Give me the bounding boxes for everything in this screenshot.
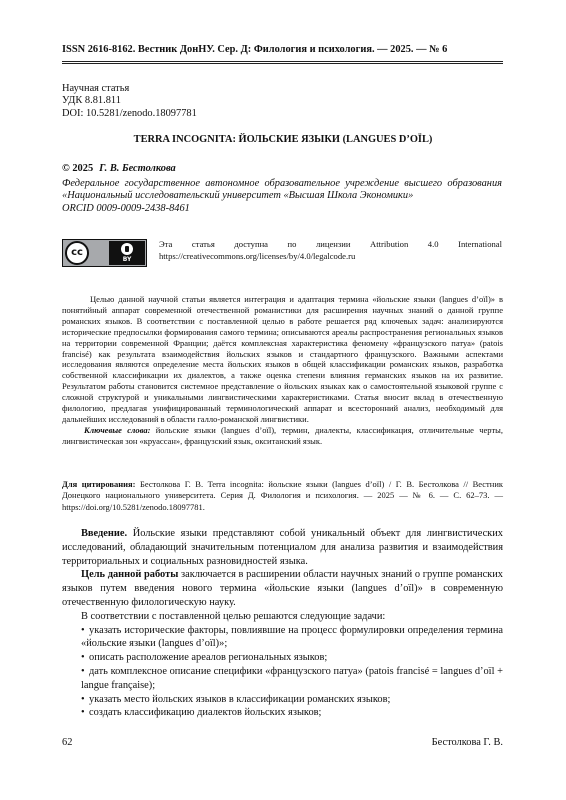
tasks-intro: В соответствии с поставленной целью решаются следующие задачи: [81,610,386,622]
task-text: дать комплексное описание специфики «французского патуа» (patois francisé = langues d’oïl + langue française); [81,665,503,691]
udk-code: УДК 8.81.811 [62,95,121,107]
affiliation-text: Федеральное государственное автономное образовательное учреждение высшего образования «Национальный исследовательский университет «Высшая Школа Экономики» [62,178,502,202]
abstract-text: Целью данной научной статьи является интеграция и адаптация термина «йольские языки (langues d’oïl)» в понятийный аппарат современной отечественной романистики для расширения научных знаний о данной группе романских языков. В соответствии с поставленной целью в работе решается ряд ключевых задач: анализируются исторические предпосылки формирования самого термина; описываются ареалы распространения региональных языков на территории современной Франции; даётся комплексная характеристика феномену «французского патуа» (patois francisé) как результата взаимодействия йольских языков и стандартного французского. Важными аспектами исследования являются определение места йольских языков в общей классификации романских языков, разработка собственной классификации их диалектов, а также оценка степени влияния германских языков на их развитие. Результатом работы становится системное представление о йольских языках как о самостоятельной языковой группе с сложной структурой и уникальными лингвистическими характеристиками. Статья вносит вклад в отечественную филологию, предлагая унифицированный терминологический аппарат и всесторонний анализ, необходимый для дальнейших исследований в области галло-романской лингвистики. [62,294,503,424]
intro-label: Введение. [81,528,128,539]
doi: DOI: 10.5281/zenodo.18097781 [62,107,197,119]
intro-text: Йольские языки представляют собой уникальный объект для лингвистических исследований, обладающий значительным потенциалом для анализа развития и взаимодействия территориальных и социальных разновидностей языка. [62,528,503,567]
journal-header: ISSN 2616-8162. Вестник ДонНУ. Сер. Д: Филология и психология. — 2025. — № 6 [62,44,448,55]
task-text: описать расположение ареалов региональных языков; [89,652,328,664]
task-text: указать место йольских языков в классификации романских языков; [89,693,391,705]
header-rule [62,61,503,62]
goal-text: заключается в расширении области научных знаний о группе романских языков путем введения нового термина «йольские языки (langues d’oïl)» в современную отечественную филологическую науку. [62,569,503,608]
cc-by-license-icon[interactable] [62,239,147,267]
by-attribution-icon [109,241,145,265]
header-rule [62,63,503,64]
running-footer-author: Бестолкова Г. В. [431,737,503,748]
abstract [62,294,503,447]
citation-block [62,479,503,513]
bullet-icon: • [81,707,85,719]
by-label: BY [122,256,132,263]
page-number: 62 [62,737,73,748]
article-type: Научная статья [62,83,130,94]
license-block [62,237,502,269]
license-text [159,238,502,262]
list-item [62,706,503,720]
goal-label: Цель данной работы [81,569,179,581]
article-body [62,527,503,720]
intro-paragraph [62,527,503,568]
author-affiliation [62,178,502,215]
list-item [62,624,503,652]
person-icon [121,243,133,255]
cc-logo-icon: cc [65,241,89,265]
list-item [62,693,503,707]
article-meta [62,83,197,120]
citation-text: Бестолкова Г. В. Terra incognita: йольские языки (langues d’oïl) / Г. В. Бестолкова // Вестник Донецкого национального университета. Серия Д. Филология и психология. — 2025 — № 6. — С. 62–73. — https://doi.org/10.5281/zenodo.18097781. [62,479,503,512]
keywords-list: йольские языки (langues d’oïl), термин, диалекты, классификация, отличительные черты, лингвистическая зон «круассан», французский язык, окситанский язык. [62,424,503,446]
list-item [62,651,503,665]
license-url[interactable]: https://creativecommons.org/licenses/by/4.0/legalcode.ru [159,251,356,261]
list-item [62,665,503,693]
bullet-icon: • [81,652,85,664]
article-title: TERRA INCOGNITA: ЙОЛЬСКИЕ ЯЗЫКИ (LANGUES D’OÏL) [133,134,433,145]
task-text: указать исторические факторы, повлиявшие на процесс формулировки определения термина «йольские языки (langues d’oïl)»; [81,624,503,650]
author-line [62,163,176,174]
keywords [62,425,503,447]
author-name: Г. В. Бестолкова [99,163,176,174]
license-statement: Эта статья доступна по лицензии Attribution 4.0 International [159,239,502,249]
keywords-label: Ключевые слова: [84,424,151,435]
copyright-year: © 2025 [62,163,94,174]
task-text: создать классификацию диалектов йольских языков; [89,707,322,719]
bullet-icon: • [81,624,85,636]
goal-paragraph [62,568,503,609]
citation-label: Для цитирования: [62,479,136,489]
bullet-icon: • [81,693,85,705]
orcid: ORCID 0009-0009-2438-8461 [62,202,190,214]
bullet-icon: • [81,665,85,677]
